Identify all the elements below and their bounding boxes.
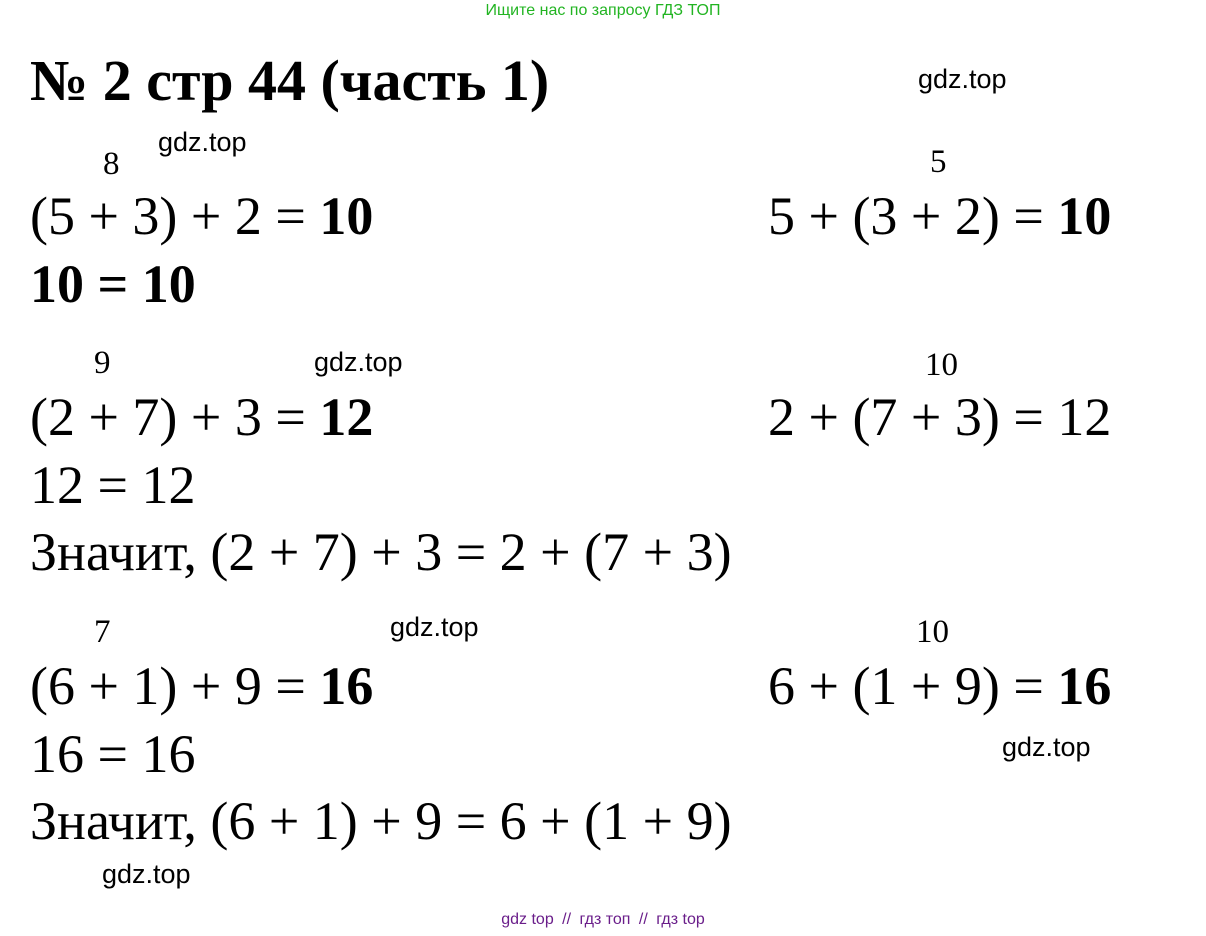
expression: (6 + 1) + 9 = bbox=[30, 656, 320, 716]
result: 16 bbox=[319, 656, 374, 716]
footer-separator: // bbox=[562, 911, 572, 928]
footer-links bbox=[0, 912, 1206, 928]
comparison: 12 = 12 bbox=[30, 455, 196, 515]
conclusion: Значит, (2 + 7) + 3 = 2 + (7 + 3) bbox=[30, 522, 732, 582]
watermark: gdz.top bbox=[918, 64, 1007, 94]
watermark: gdz.top bbox=[314, 347, 403, 377]
result: 12 bbox=[319, 387, 374, 447]
watermark: gdz.top bbox=[158, 127, 247, 157]
result: 10 bbox=[1057, 186, 1112, 246]
footer-link[interactable]: гдз топ bbox=[579, 911, 631, 928]
intermediate-sum: 8 bbox=[103, 146, 120, 182]
intermediate-sum: 9 bbox=[94, 345, 111, 381]
conclusion: Значит, (6 + 1) + 9 = 6 + (1 + 9) bbox=[30, 791, 732, 851]
comparison: 16 = 16 bbox=[30, 724, 196, 784]
search-hint-link[interactable]: Ищите нас по запросу ГДЗ ТОП bbox=[485, 2, 721, 19]
equation-left bbox=[30, 186, 374, 246]
equation-right bbox=[768, 186, 1112, 246]
expression: 6 + (1 + 9) = bbox=[768, 656, 1058, 716]
watermark: gdz.top bbox=[390, 612, 479, 642]
watermark: gdz.top bbox=[1002, 732, 1091, 762]
page-title: № 2 стр 44 (часть 1) bbox=[30, 48, 550, 113]
equation-right bbox=[768, 656, 1112, 716]
result: 16 bbox=[1057, 656, 1112, 716]
intermediate-sum: 10 bbox=[916, 614, 949, 650]
footer-separator: // bbox=[638, 911, 648, 928]
result: 10 bbox=[319, 186, 374, 246]
footer-link[interactable]: гдз top bbox=[656, 911, 705, 928]
comparison: 10 = 10 bbox=[30, 254, 196, 314]
expression: (5 + 3) + 2 = bbox=[30, 186, 320, 246]
equation-left bbox=[30, 656, 374, 716]
intermediate-sum: 7 bbox=[94, 614, 111, 650]
intermediate-sum: 10 bbox=[925, 347, 958, 383]
equation-right: 2 + (7 + 3) = 12 bbox=[768, 387, 1112, 447]
equation-left bbox=[30, 387, 374, 447]
expression: 5 + (3 + 2) = bbox=[768, 186, 1058, 246]
footer-link[interactable]: gdz top bbox=[501, 911, 554, 928]
expression: (2 + 7) + 3 = bbox=[30, 387, 320, 447]
watermark: gdz.top bbox=[102, 859, 191, 889]
intermediate-sum: 5 bbox=[930, 144, 947, 180]
